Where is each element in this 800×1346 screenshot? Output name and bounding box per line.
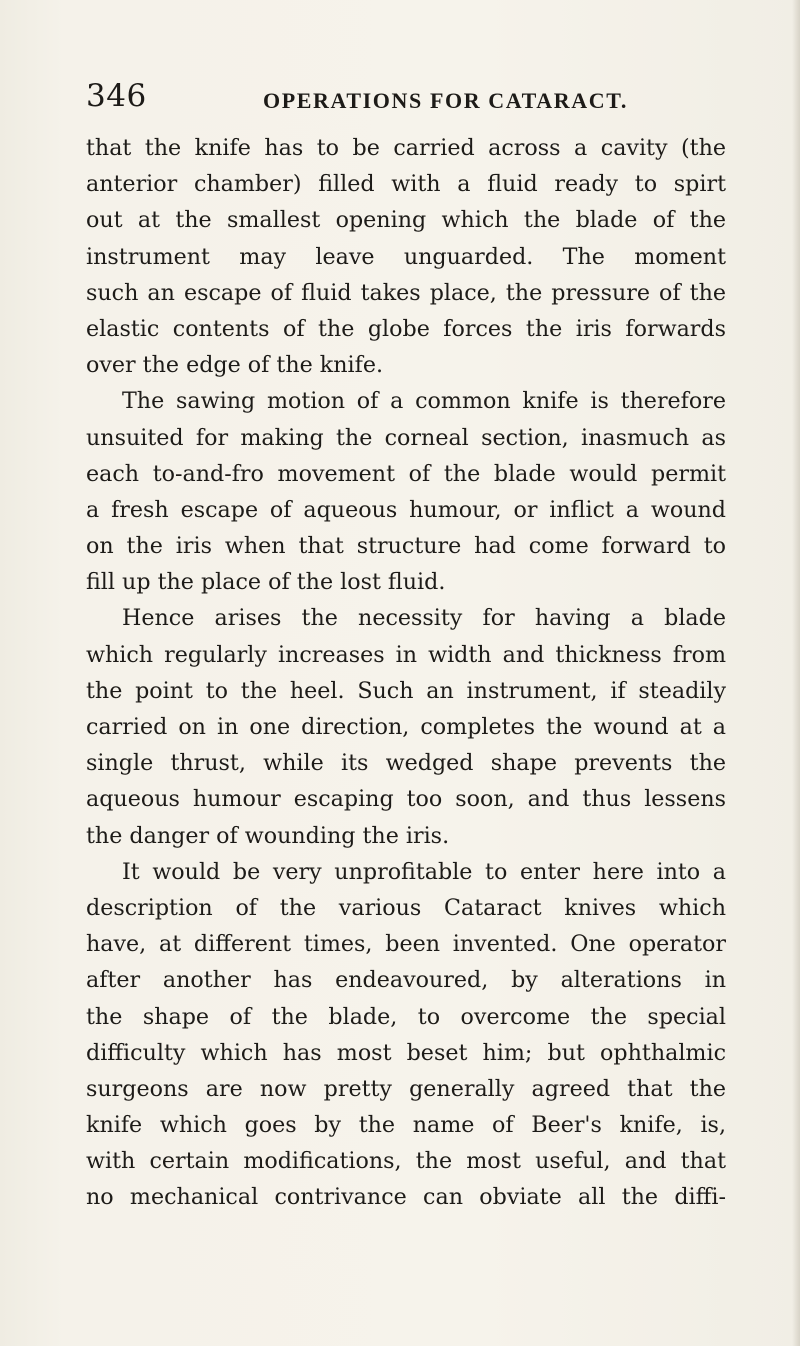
text-line: unsuited for making the corneal section, inasmuch as (86, 424, 726, 451)
text-line: aqueous humour escaping too soon, and thus lessens (86, 786, 726, 813)
text-line: on the iris when that structure had come forward to (86, 533, 726, 560)
text-line: have, at different times, been invented. One operator (86, 931, 726, 958)
text-line: description of the various Cataract knives which (86, 894, 726, 921)
text-line: carried on in one direction, completes the wound at a (86, 714, 726, 740)
text-line: The sawing motion of a common knife is therefore (122, 388, 726, 415)
text-line: difficulty which has most beset him; but ophthalmic (86, 1039, 726, 1066)
text-line: that the knife has to be carried across a cavity (the (86, 135, 726, 161)
text-line: the danger of wounding the iris. (86, 822, 450, 849)
text-line: Hence arises the necessity for having a blade (122, 605, 726, 632)
text-line: fill up the place of the lost fluid. (86, 569, 446, 596)
page-edge-shadow (792, 0, 800, 1346)
text-line: over the edge of the knife. (86, 352, 384, 379)
text-line: anterior chamber) filled with a fluid ready to spirt (86, 171, 726, 198)
text-line: no mechanical contrivance can obviate all the diffi- (86, 1184, 726, 1211)
running-title: OPERATIONS FOR CATARACT. (263, 88, 628, 113)
text-line: elastic contents of the globe forces the iris forwards (86, 315, 726, 342)
text-line: out at the smallest opening which the blade of the (86, 207, 726, 234)
text-line: each to-and-fro movement of the blade would permit (86, 460, 726, 487)
text-line: surgeons are now pretty generally agreed that the (86, 1075, 726, 1102)
text-line: such an escape of fluid takes place, the pressure of the (86, 279, 726, 306)
running-head (86, 78, 722, 118)
text-line: instrument may leave unguarded. The moment (86, 243, 726, 270)
text-line: single thrust, while its wedged shape prevents the (86, 750, 726, 777)
text-line: knife which goes by the name of Beer's knife, is, (86, 1112, 726, 1139)
page-number: 346 (86, 78, 147, 114)
text-line: the point to the heel. Such an instrument, if steadily (86, 677, 726, 704)
text-line: a fresh escape of aqueous humour, or inflict a wound (86, 496, 726, 523)
text-line: with certain modifications, the most useful, and that (86, 1148, 726, 1175)
text-line: after another has endeavoured, by alterations in (86, 967, 726, 994)
text-line: which regularly increases in width and thickness from (86, 641, 726, 668)
text-line: It would be very unprofitable to enter here into a (122, 858, 726, 885)
text-line: the shape of the blade, to overcome the special (86, 1003, 726, 1030)
body-text (86, 130, 726, 1216)
